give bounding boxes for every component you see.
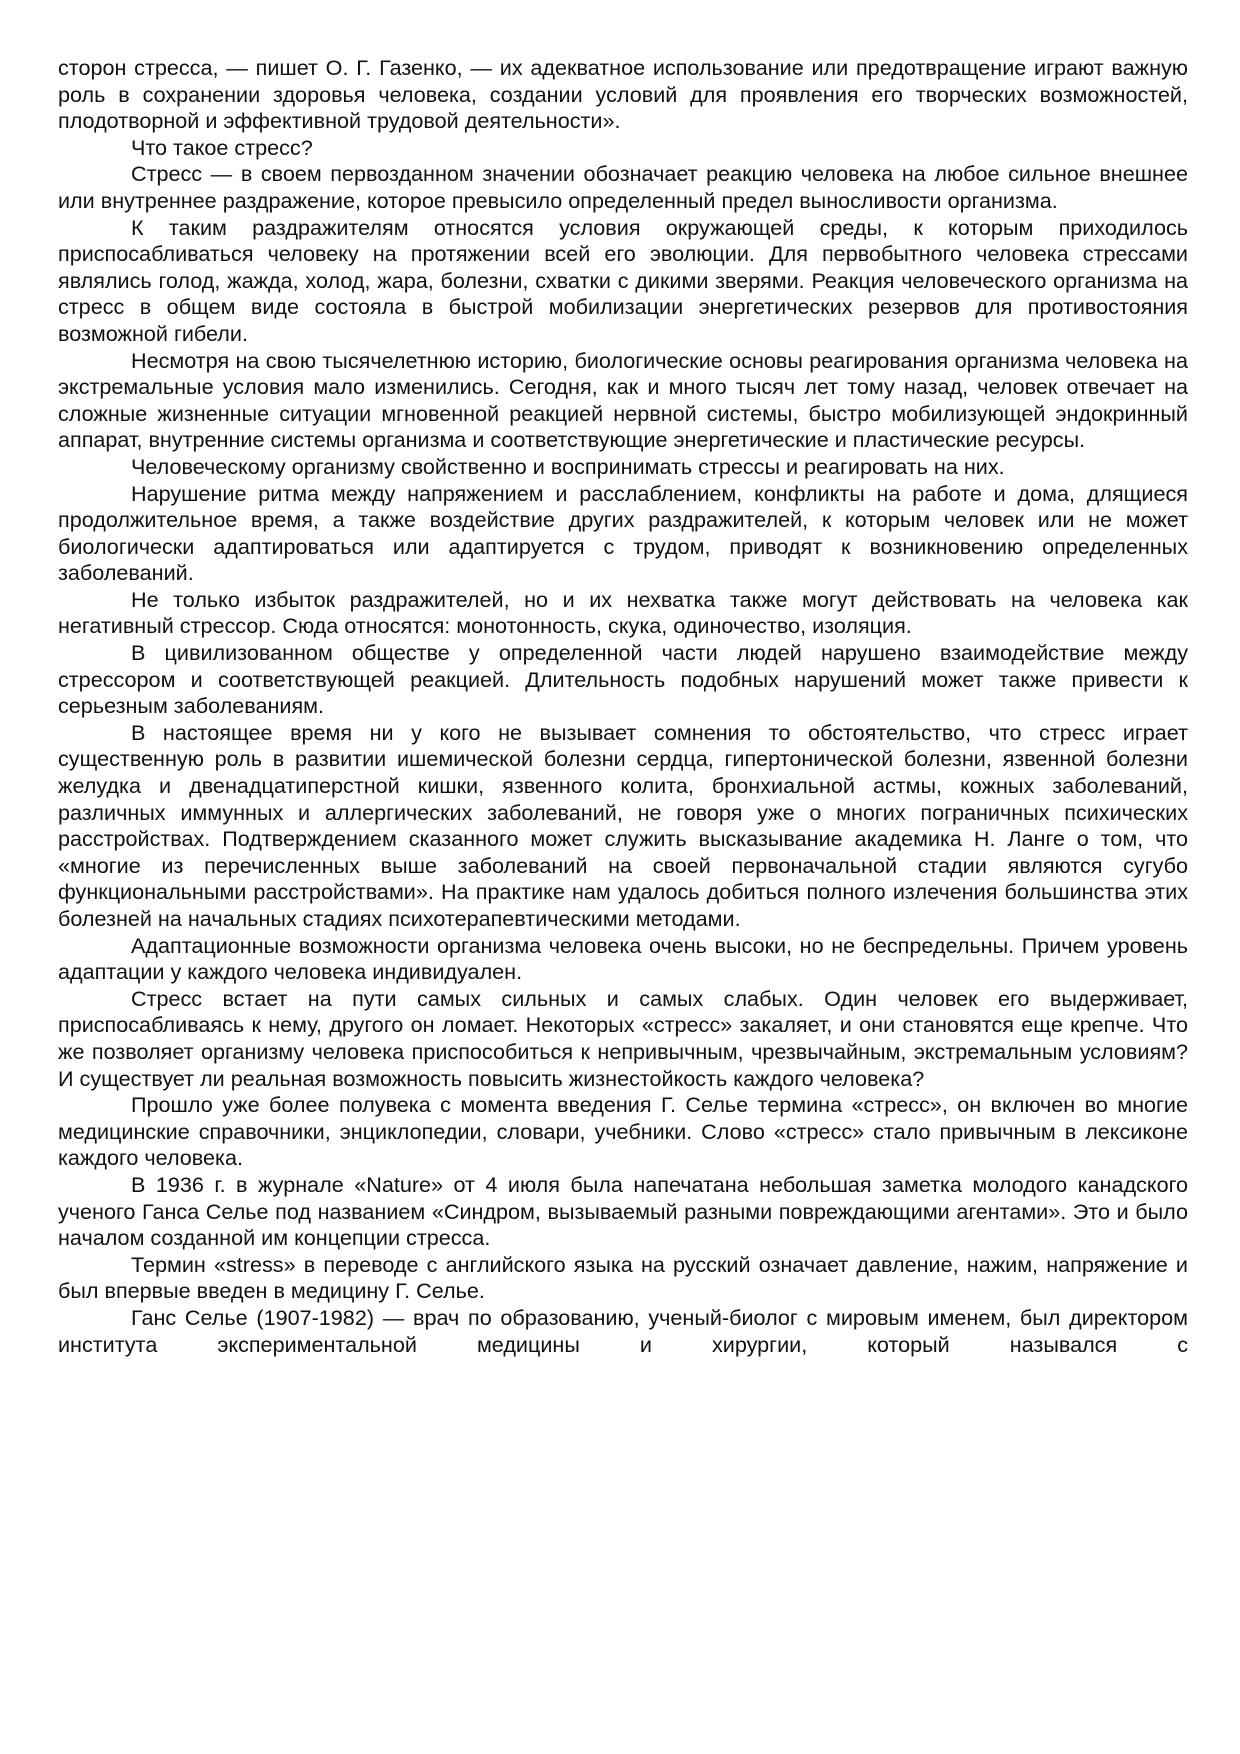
paragraph-hans-selye: Ганс Селье (1907-1982) — врач по образованию, ученый-биолог с мировым именем, был директором института экспериментальной медицины и хирургии, который назывался с [58, 1304, 1188, 1357]
paragraph-perceive-stress: Человеческому организму свойственно и воспринимать стрессы и реагировать на них. [131, 453, 1005, 479]
document-page [58, 55, 1188, 1358]
paragraph-term-stress: Термин «stress» в переводе с английского языка на русский означает давление, нажим, напряжение и был впервые введен в медицину Г. Селье. [58, 1251, 1188, 1304]
paragraph-irritants: К таким раздражителям относятся условия окружающей среды, к которым приходилось приспосабливаться человеку на протяжении всей его эволюции. Для первобытного человека стрессами являлись голод, жажда, холод, жара, болезни, схватки с дикими зверями. Реакция человеческого организма на стресс в общем виде состояла в быстрой мобилизации энергетических резервов для противостояния возможной гибели. [58, 214, 1188, 346]
paragraph-stress-definition: Стресс — в своем первозданном значении обозначает реакцию человека на любое сильное внешнее или внутреннее раздражение, которое превысило определенный предел выносливости организма. [58, 161, 1188, 213]
paragraph-adaptation: Адаптационные возможности организма человека очень высоки, но не беспредельны. Причем уровень адаптации у каждого человека индивидуален. [58, 932, 1188, 985]
paragraph-lack-of-stimuli: Не только избыток раздражителей, но и их нехватка также могут действовать на человека как негативный стрессор. Сюда относятся: монотонность, скука, одиночество, изоляция. [58, 586, 1188, 639]
paragraph-civilized-society: В цивилизованном обществе у определенной части людей нарушено взаимодействие между стрессором и соответствующей реакцией. Длительность подобных нарушений может также привести к серьезным заболеваниям. [58, 640, 1188, 719]
paragraph-rhythm-disruption: Нарушение ритма между напряжением и расслаблением, конфликты на работе и дома, длящиеся продолжительное время, а также воздействие других раздражителей, к которым человек или не может биологически адаптироваться или адаптируется с трудом, приводят к возникновению определенных заболеваний. [58, 480, 1188, 586]
paragraph-half-century: Прошло уже более полувека с момента введения Г. Селье термина «стресс», он включен во многие медицинские справочники, энциклопедии, словари, учебники. Слово «стресс» стало привычным в лексиконе каждого человека. [58, 1092, 1188, 1171]
paragraph-what-is-stress: Что такое стресс? [131, 134, 313, 160]
paragraph-biological-basis: Несмотря на свою тысячелетнюю историю, биологические основы реагирования организма человека на экстремальные условия мало изменились. Сегодня, как и много тысяч лет тому назад, человек отвечает на сложные жизненные ситуации мгновенной реакцией нервной системы, быстро мобилизующей эндокринный аппарат, внутренние системы организма и соответствующие энергетические и пластические ресурсы. [58, 347, 1188, 453]
paragraph-diseases: В настоящее время ни у кого не вызывает сомнения то обстоятельство, что стресс играет существенную роль в развитии ишемической болезни сердца, гипертонической болезни, язвенной болезни желудка и двенадцатиперстной кишки, язвенного колита, бронхиальной астмы, кожных заболеваний, различных иммунных и аллергических заболеваний, не говоря уже о многих пограничных психических расстройствах. Подтверждением сказанного может служить высказывание академика Н. Ланге о том, что «многие из перечисленных выше заболеваний на своей первоначальной стадии являются сугубо функциональными расстройствами». На практике нам удалось добиться полного излечения большинства этих болезней на начальных стадиях психотерапевтическими методами. [58, 719, 1188, 931]
paragraph-nature-1936: В 1936 г. в журнале «Nature» от 4 июля была напечатана небольшая заметка молодого канадского ученого Ганса Селье под названием «Синдром, вызываемый разными повреждающими агентами». Это и было началом созданной им концепции стресса. [58, 1171, 1188, 1251]
paragraph-strong-and-weak: Стресс встает на пути самых сильных и самых слабых. Один человек его выдерживает, приспосабливаясь к нему, другого он ломает. Некоторых «стресс» закаляет, и они становятся еще крепче. Что же позволяет организму человека приспособиться к непривычным, чрезвычайным, экстремальным условиям? И существует ли реальная возможность повысить жизнестойкость каждого человека? [58, 985, 1188, 1091]
paragraph-gazenko-quote: сторон стресса, — пишет О. Г. Газенко, — их адекватное использование или предотвращение играют важную роль в сохранении здоровья человека, создании условий для проявления его творческих возможностей, плодотворной и эффективной трудовой деятельности». [58, 55, 1188, 134]
